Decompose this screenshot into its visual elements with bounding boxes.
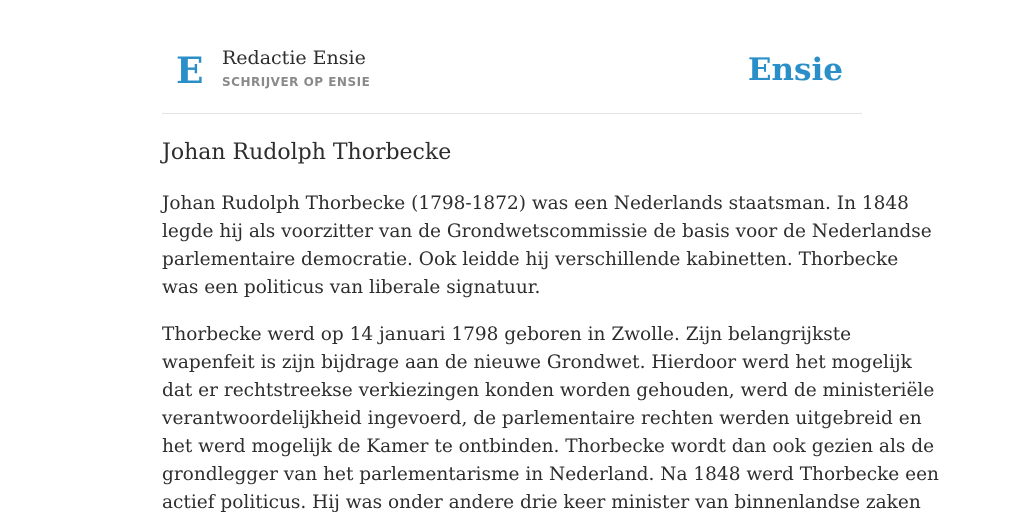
article-header: [162, 40, 862, 114]
paragraph-line: parlementaire democratie. Ook leidde hij verschillende kabinetten. Thorbecke: [162, 249, 899, 270]
paragraph-line: dat er rechtstreekse verkiezingen konden worden gehouden, werd de ministeriële: [162, 380, 935, 401]
author-name[interactable]: Redactie Ensie: [222, 47, 366, 69]
paragraph-line: grondlegger van het parlementarisme in Nederland. Na 1848 werd Thorbecke een: [162, 464, 939, 485]
paragraph-line: actief politicus. Hij was onder andere drie keer minister van binnenlandse zaken: [162, 492, 921, 512]
paragraph: [162, 190, 932, 302]
paragraph-line: Johan Rudolph Thorbecke (1798-1872) was een Nederlands staatsman. In 1848: [162, 193, 909, 214]
paragraph-line: Thorbecke werd op 14 januari 1798 geboren in Zwolle. Zijn belangrijkste: [162, 324, 852, 345]
author-role: SCHRIJVER OP ENSIE: [222, 75, 371, 89]
paragraph-line: was een politicus van liberale signatuur.: [162, 277, 541, 298]
paragraph-line: het werd mogelijk de Kamer te ontbinden. Thorbecke wordt dan ook gezien als de: [162, 436, 935, 457]
paragraph: [162, 321, 939, 512]
article-title: Johan Rudolph Thorbecke: [162, 140, 452, 165]
author-avatar[interactable]: E: [176, 50, 204, 92]
article-body: [162, 190, 939, 512]
paragraph-line: wapenfeit is zijn bijdrage aan de nieuwe Grondwet. Hierdoor werd het mogelijk: [162, 352, 912, 373]
paragraph-line: verantwoordelijkheid ingevoerd, de parlementaire rechten werden uitgebreid en: [162, 408, 922, 429]
paragraph-line: legde hij als voorzitter van de Grondwetscommissie de basis voor de Nederlandse: [162, 221, 932, 242]
ensie-logo[interactable]: Ensie: [747, 52, 843, 88]
